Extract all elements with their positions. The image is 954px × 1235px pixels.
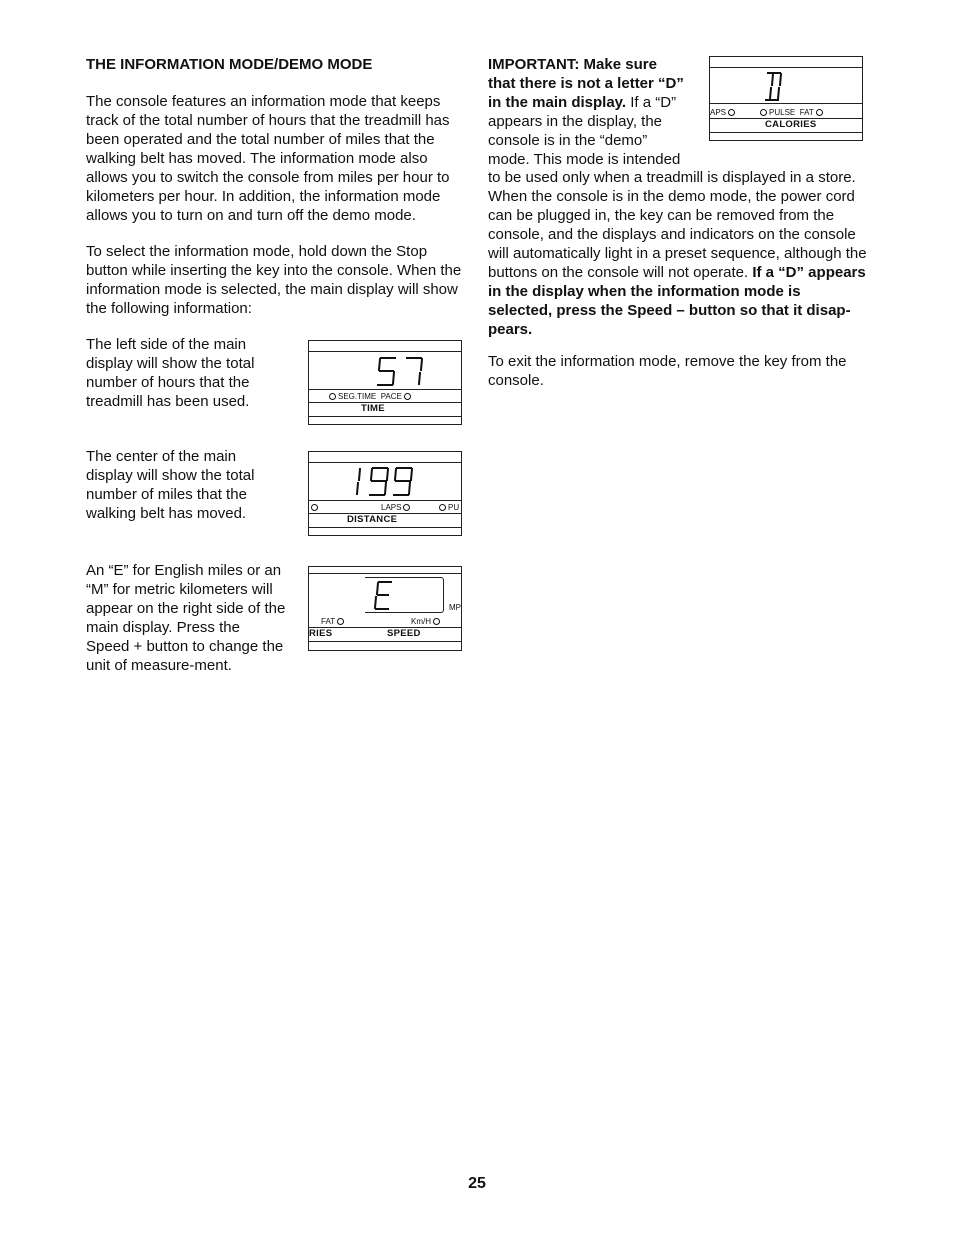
seven-segment-digits [760,70,790,104]
page-number: 25 [468,1175,486,1192]
section-heading: THE INFORMATION MODE/DEMO MODE [86,56,373,73]
exit-text: To exit the information mode, remove the key from the console. [488,353,847,389]
speed-indicators: FAT Km/H [321,617,461,626]
select-paragraph [86,242,464,318]
left-column [86,55,466,74]
seven-segment-digits [351,465,431,499]
exit-paragraph [488,352,866,390]
intro-text: The console features an information mode that keeps track of the total number of hours that the treadmill has been operated and the total number of miles that the walking belt has moved. The information mode also allows you to switch the console from miles per hour to kilometers per hour. In addition, the information mode allows you to turn on and turn off the demo mode. [86,93,450,224]
intro-paragraph [86,92,468,225]
calories-display-illustration [709,56,863,141]
demo-text: to be used only when a treadmill is displayed in a store. When the console is in the demo mode, the power cord can be plugged in, the key can be removed from the console, and the displays and indicators on the console will automatically light in a preset sequence, although the buttons on the console will not operate. [488,169,867,281]
important-text-2: a “D” appears in the display, [488,94,677,130]
seven-segment-digits [371,355,431,389]
demo-paragraph [488,168,868,339]
distance-label: DISTANCE [347,514,398,525]
calories-label-partial: RIES [309,628,333,639]
hours-item [86,335,276,411]
calories-label: CALORIES [765,119,817,130]
important-bold-text: IMPORTANT: Make sure that there is not a letter “D” in the main display. [488,56,684,111]
important-text-1: If [630,94,639,111]
demo-bold-text: If a “D” appears in the display when the information mode is selected, press the Speed – button so that it disap-pears. [488,264,866,338]
time-label: TIME [361,403,385,414]
speed-label: SPEED [387,628,421,639]
units-item [86,561,286,675]
seven-segment-digits [369,579,399,613]
speed-display-illustration [308,566,462,651]
distance-display-illustration [308,451,462,536]
distance-indicators: LAPS PU [309,503,461,512]
mph-indicator: MP [449,603,461,612]
important-text-4: mode. This mode is intended [488,151,681,168]
seg-time-indicator: SEG.TIME PACE [327,392,413,401]
time-display-illustration [308,340,462,425]
calories-indicators: APS PULSE FAT [710,108,862,117]
hours-text: The left side of the main display will show the total number of hours that the treadmill has been used. [86,336,255,410]
select-text: To select the information mode, hold down the Stop button while inserting the key into the console. When the information mode is selected, the main display will show the following information: [86,243,462,317]
units-text: An “E” for English miles or an “M” for metric kilometers will appear on the right side of the main display. Press the Speed + button to change the unit of measure-ment. [86,562,286,674]
miles-item [86,447,276,523]
important-text-3: the console is in the “demo” [488,113,663,149]
miles-text: The center of the main display will show the total number of miles that the walking belt has moved. [86,448,255,522]
important-note [488,55,688,169]
